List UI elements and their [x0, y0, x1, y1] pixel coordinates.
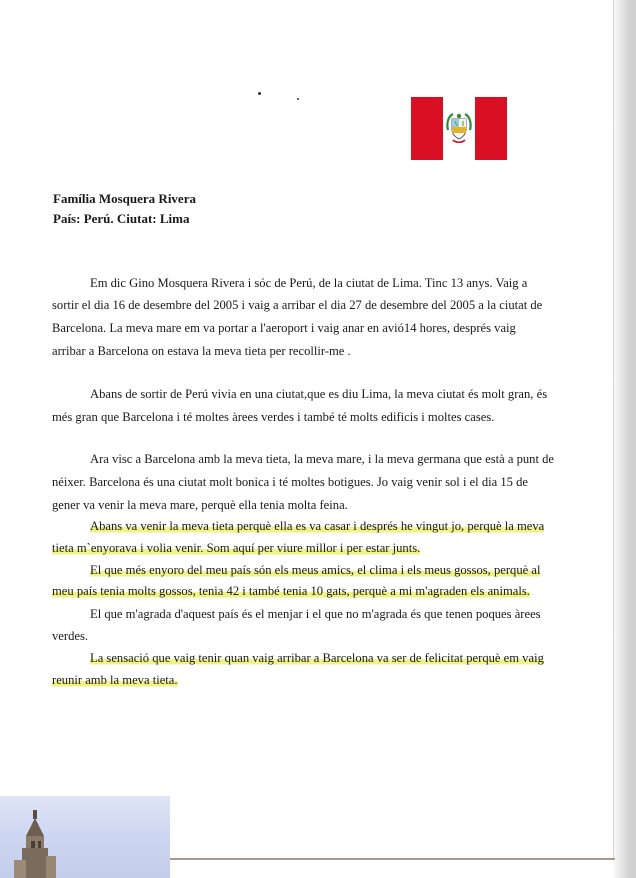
text-line: néixer. Barcelona és una ciutat molt bonica i té moltes botigues. Jo vaig venir sol i el dia 15 de — [52, 475, 528, 489]
text-line: més gran que Barcelona i té moltes àrees verdes i també té molts edificis i moltes cases. — [52, 410, 495, 424]
text-line: Barcelona. La meva mare em va portar a l'aeroport i vaig anar en avió14 hores, després vaig — [52, 321, 516, 335]
text-line: verdes. — [52, 629, 89, 643]
country-city-heading: País: Perú. Ciutat: Lima — [53, 211, 190, 226]
highlighted-text-line: Abans va venir la meva tieta perquè ella es va casar i després he vingut jo, perquè la meva — [90, 519, 545, 533]
scan-speck — [258, 92, 261, 95]
highlighted-text-line: reunir amb la meva tieta. — [52, 673, 178, 687]
church-tower-icon — [0, 796, 170, 878]
scan-speck — [297, 98, 299, 100]
flag-red-band-right — [475, 97, 507, 160]
text-line: arribar a Barcelona on estava la meva tieta per recollir-me . — [52, 344, 351, 358]
highlighted-text-line: La sensació que vaig tenir quan vaig arribar a Barcelona va ser de felicitat perquè em vaig — [90, 651, 544, 665]
highlighted-text-line: El que més enyoro del meu país són els meus amics, el clima i els meus gossos, perquè al — [90, 563, 541, 577]
peru-flag — [411, 97, 507, 160]
highlighted-text-line: meu país tenia molts gossos, tenia 42 i també tenia 10 gats, perquè a mi m'agraden els animals. — [52, 584, 530, 598]
text-line: sortir el dia 16 de desembre del 2005 i vaig a arribar el dia 27 de desembre del 2005 a la ciutat de — [52, 298, 543, 312]
scan-edge-shadow — [612, 0, 636, 878]
text-line: Abans de sortir de Perú vivia en una ciutat,que es diu Lima, la meva ciutat és molt gran, és — [90, 387, 548, 401]
text-line: gener va venir la meva mare, perquè ella tenia molta feina. — [52, 498, 348, 512]
flag-red-band-left — [411, 97, 443, 160]
highlighted-text-line: tieta m`enyorava i volia venir. Som aquí per viure millor i per estar junts. — [52, 541, 421, 555]
text-line: El que m'agrada d'aquest país és el menjar i el que no m'agrada és que tenen poques àrees — [90, 607, 541, 621]
scan-bottom-edge — [170, 858, 615, 860]
family-name-heading: Família Mosquera Rivera — [53, 191, 196, 206]
flag-white-band — [443, 97, 475, 160]
coat-of-arms-icon — [445, 110, 473, 146]
text-line: Ara visc a Barcelona amb la meva tieta, la meva mare, i la meva germana que està a punt de — [90, 452, 555, 466]
photo-fragment — [0, 796, 170, 878]
text-line: Em dic Gino Mosquera Rivera i sóc de Perú, de la ciutat de Lima. Tinc 13 anys. Vaig a — [90, 276, 528, 290]
